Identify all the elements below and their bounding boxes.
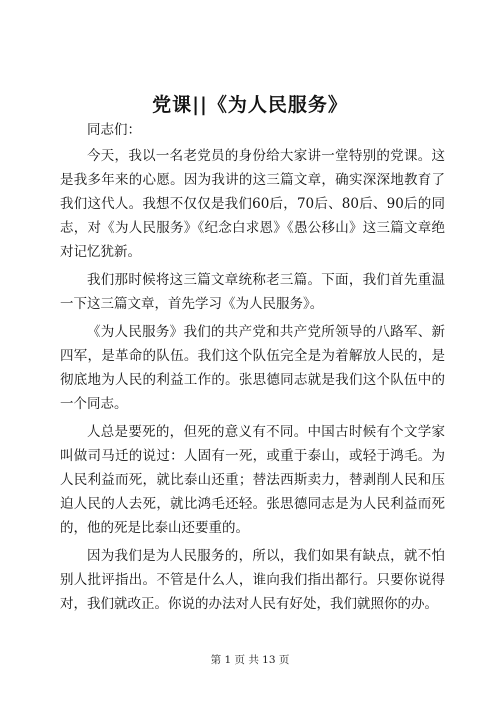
document-title: 党课||《为人民服务》	[152, 94, 348, 116]
paragraph-2: 我们那时候将这三篇文章统称老三篇。下面，我们首先重温一下这三篇文章，首先学习《为人民服务》。	[60, 272, 445, 312]
document-body	[60, 118, 445, 620]
salutation: 同志们：	[87, 122, 141, 138]
paragraph-3: 《为人民服务》我们的共产党和共产党所领导的八路军、新四军，是革命的队伍。我们这个队伍完全是为着解放人民的，是彻底地为人民的利益工作的。张思德同志就是我们这个队伍中的一个同志。	[60, 324, 445, 412]
page-footer: 第 1 页 共 13 页	[210, 654, 290, 666]
paragraph-5: 因为我们是为人民服务的，所以，我们如果有缺点，就不怕别人批评指出。不管是什么人，谁向我们指出都行。只要你说得对，我们就改正。你说的办法对人民有好处，我们就照你的办。	[60, 548, 445, 612]
paragraph-1: 今天，我以一名老党员的身份给大家讲一堂特别的党课。这是我多年来的心愿。因为我讲的这三篇文章，确实深深地教育了我们这代人。我想不仅仅是我们60后，70后、80后、90后的同志，对《为人民服务》《纪念白求恩》《愚公移山》这三篇文章绝对记忆犹新。	[60, 148, 445, 260]
paragraph-4: 人总是要死的，但死的意义有不同。中国古时候有个文学家叫做司马迁的说过：人固有一死，或重于泰山，或轻于鸿毛。为人民利益而死，就比泰山还重；替法西斯卖力，替剥削人民和压迫人民的人去死，就比鸿毛还轻。张思德同志是为人民利益而死的，他的死是比泰山还要重的。	[60, 424, 445, 536]
